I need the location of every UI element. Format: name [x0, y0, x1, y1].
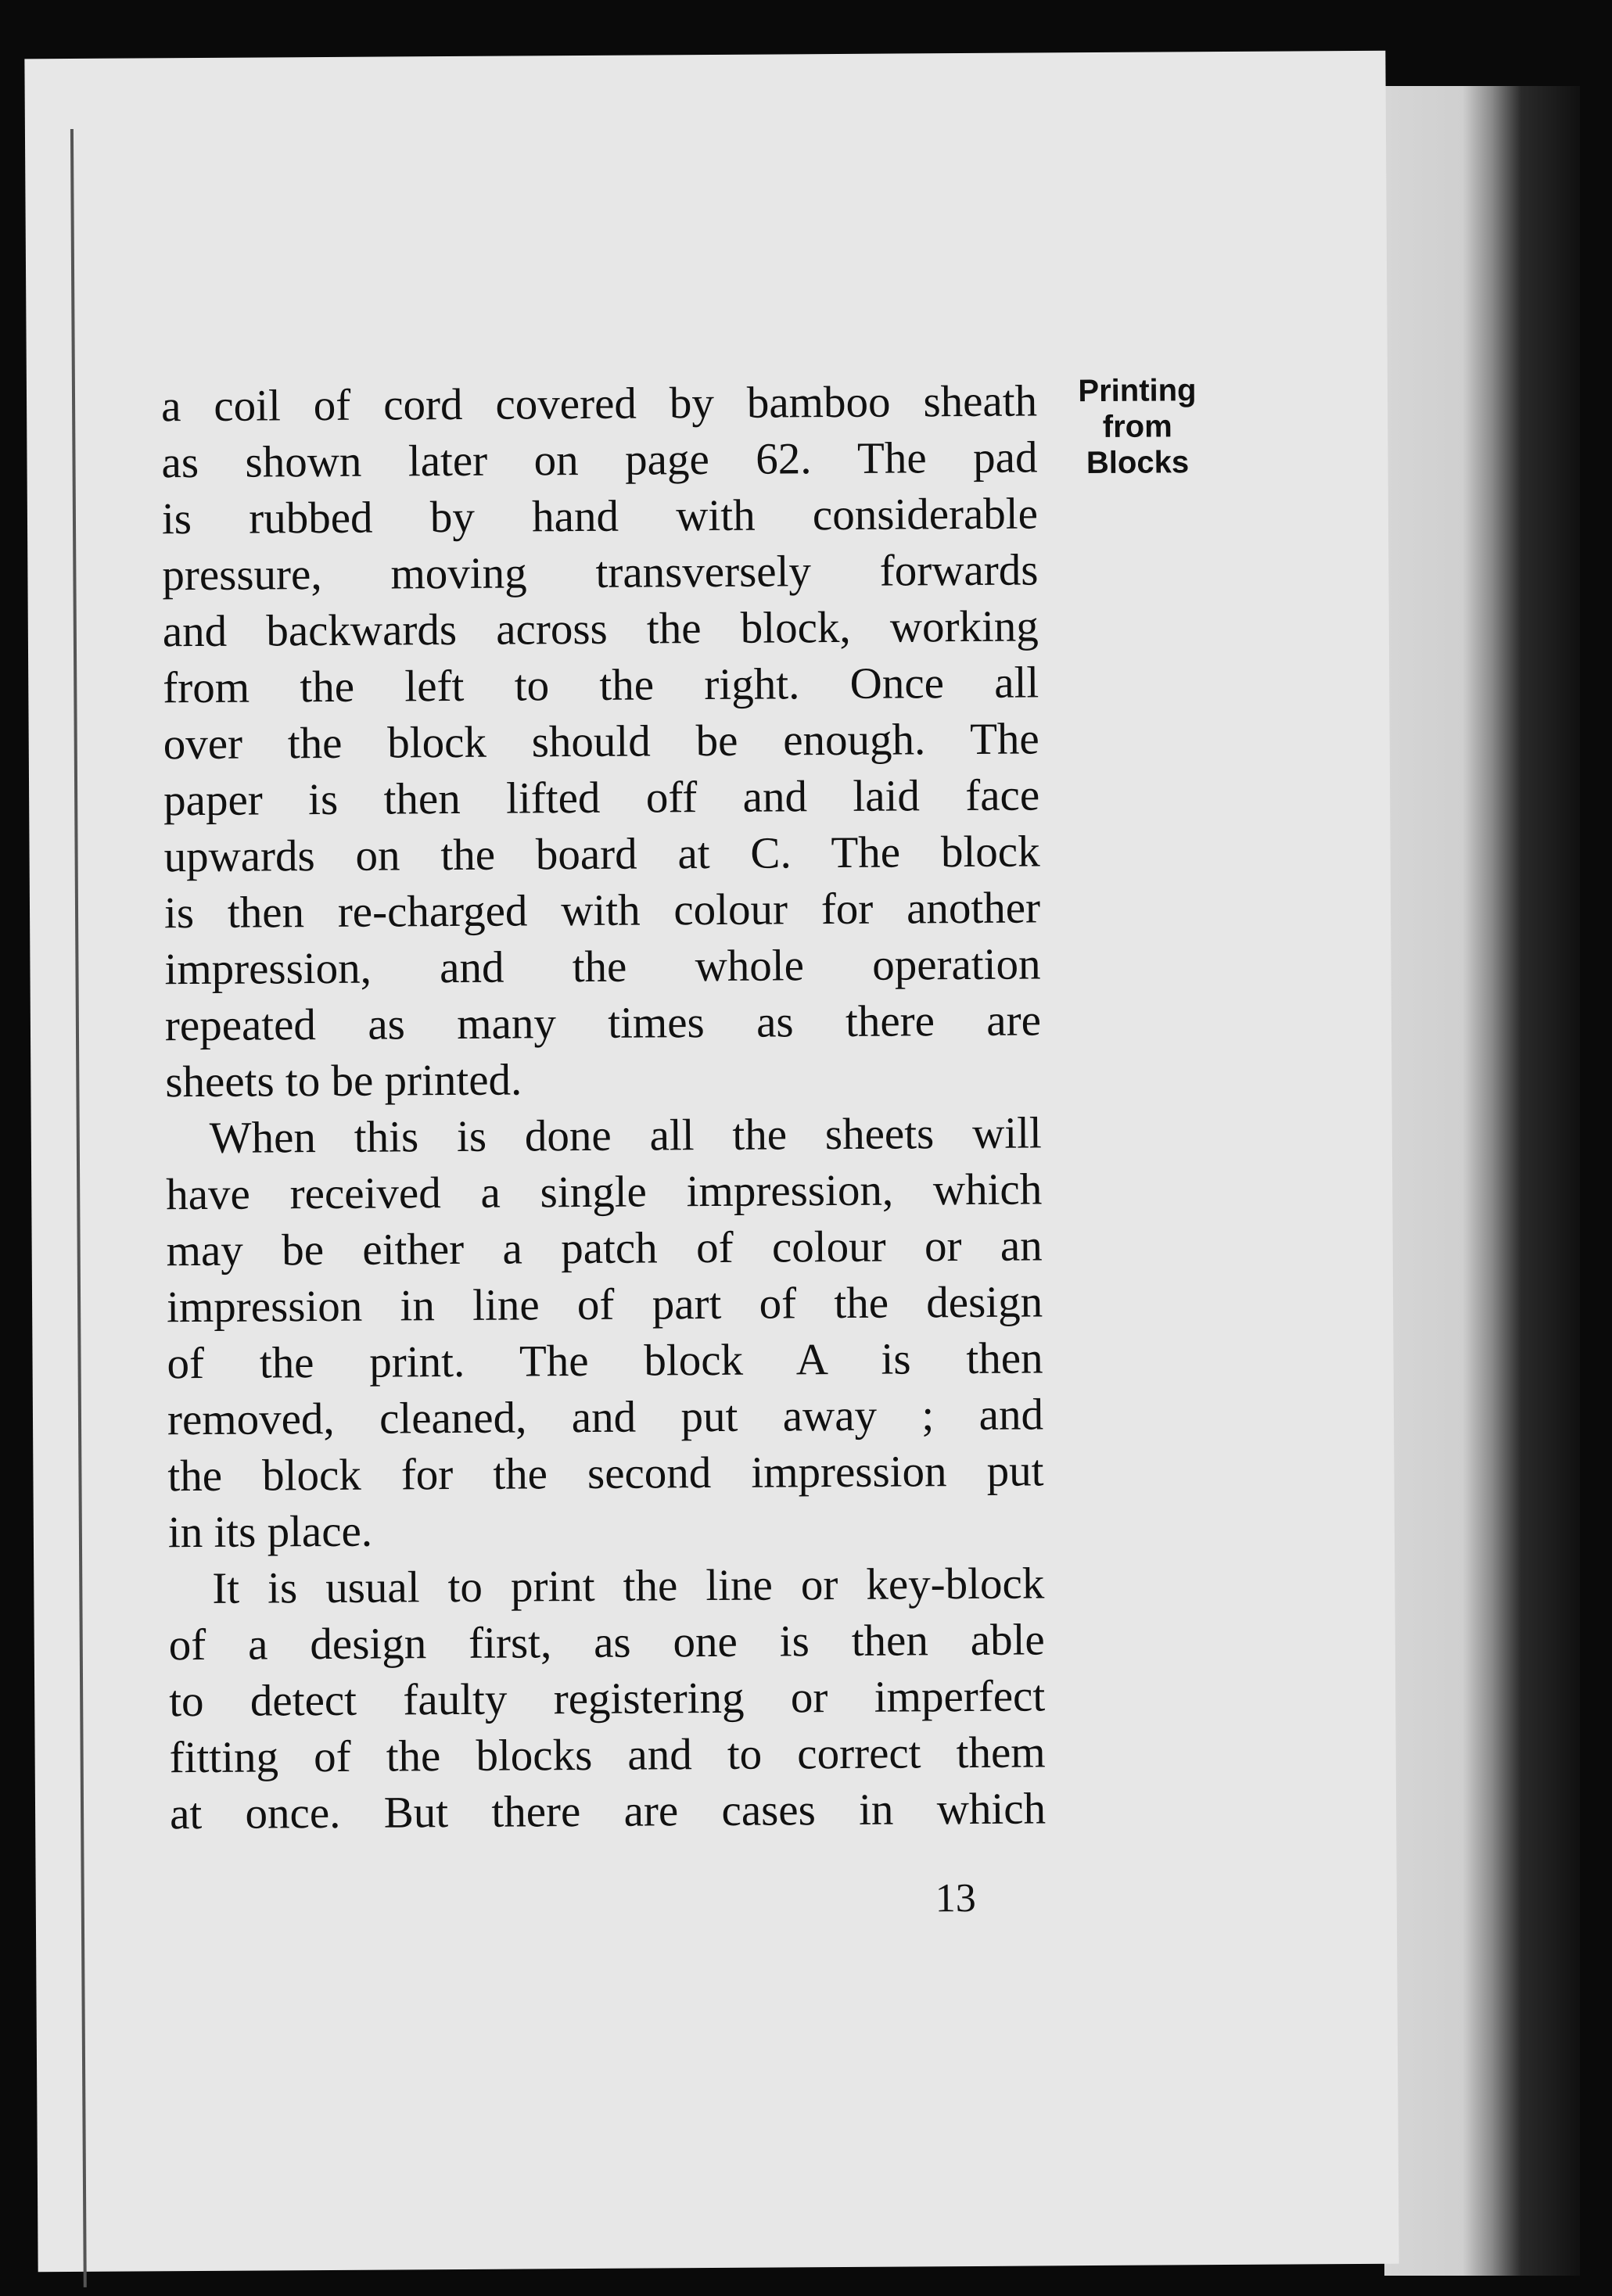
- text-line: in its place.: [167, 1506, 373, 1558]
- text-line: and backwards across the block, working: [162, 601, 1039, 657]
- page-number: 13: [935, 1875, 976, 1921]
- text-line: of a design first, as one is then able: [168, 1615, 1045, 1670]
- text-line: impression in line of part of the design: [166, 1277, 1043, 1333]
- text-line: the block for the second impression put: [167, 1446, 1044, 1501]
- text-line: pressure, moving transversely forwards: [162, 545, 1039, 601]
- text-line: of the print. The block A is then: [167, 1333, 1043, 1389]
- text-line: sheets to be printed.: [165, 1055, 522, 1107]
- text-line: When this is done all the sheets will: [209, 1108, 1042, 1163]
- text-line: is rubbed by hand with considerable: [161, 489, 1039, 544]
- paragraph-1: [161, 373, 1042, 1110]
- text-line: as shown later on page 62. The pad: [161, 432, 1038, 488]
- margin-note-line: from: [1102, 409, 1172, 444]
- margin-note-line: Blocks: [1086, 445, 1190, 481]
- body-text: [161, 373, 1046, 1842]
- text-line: may be either a patch of colour or an: [166, 1221, 1043, 1276]
- text-line: a coil of cord covered by bamboo sheath: [160, 376, 1038, 432]
- text-line: fitting of the blocks and to correct them: [169, 1727, 1046, 1783]
- paragraph-3: [168, 1555, 1046, 1842]
- text-line: upwards on the board at C. The block: [163, 827, 1040, 882]
- text-line: from the left to the right. Once all: [163, 658, 1039, 713]
- book-page: [24, 51, 1398, 2273]
- text-line: at once. But there are cases in which: [169, 1784, 1047, 1839]
- page-gutter-line: [70, 129, 87, 2287]
- text-line: impression, and the whole operation: [164, 939, 1041, 995]
- paragraph-2: [166, 1105, 1044, 1561]
- text-line: It is usual to print the line or key-block: [212, 1559, 1045, 1613]
- text-line: repeated as many times as there are: [164, 996, 1042, 1051]
- text-line: have received a single impression, which: [166, 1164, 1043, 1220]
- text-line: to detect faulty registering or imperfect: [169, 1671, 1046, 1727]
- text-line: removed, cleaned, and put away ; and: [167, 1390, 1044, 1445]
- text-line: over the block should be enough. The: [163, 714, 1039, 770]
- margin-note-line: Printing: [1078, 373, 1197, 409]
- text-line: paper is then lifted off and laid face: [163, 770, 1040, 826]
- margin-note: [1051, 372, 1224, 481]
- text-line: is then re-charged with colour for another: [163, 883, 1041, 938]
- book-page-edges: [1384, 86, 1580, 2276]
